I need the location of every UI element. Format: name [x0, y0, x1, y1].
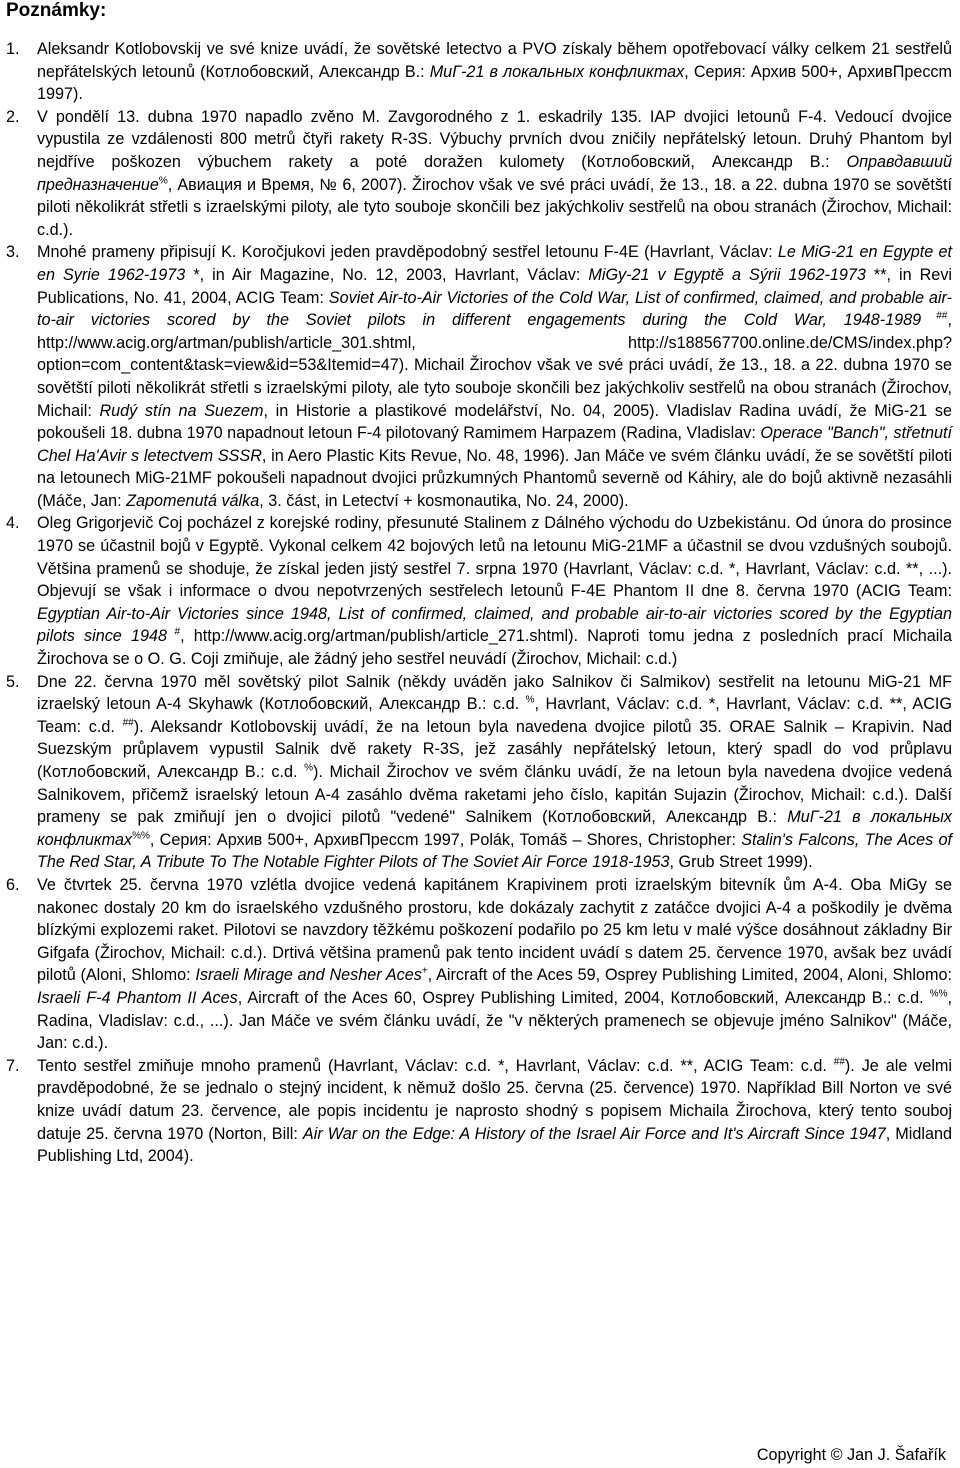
footnote-text [37, 106, 952, 242]
footnote-mark: % [158, 175, 168, 187]
footnote-1 [6, 38, 952, 106]
footnote-run: Tento sestřel zmiňuje mnoho pramenů (Havrlant, Václav: c.d. *, Havrlant, Václav: c.d. **, ACIG Team: c.d. [37, 1056, 834, 1075]
cited-title: MiGy-21 v Egyptě a Sýrii 1962-1973 [588, 265, 866, 284]
footnote-mark: ## [833, 1056, 845, 1068]
footnote-run: *, in Air Magazine, No. 12, 2003, Havrlant, Václav: [185, 265, 589, 284]
footnote-text [37, 671, 952, 874]
footnote-run: Aleksandr Kotlobovskij ve své knize uvádí, že sovětské letectvo a PVO získaly během opotřebovací války celkem 21 sestřelů nepřátelských letounů (Котлобовский, Александр В.: [37, 40, 952, 81]
cited-title: Israeli Mirage and Nesher Aces [195, 966, 422, 985]
footnote-text [37, 241, 952, 512]
footnote-text [37, 874, 952, 1055]
footnote-run: , 3. část, in Letectví + kosmonautika, No. 24, 2000). [259, 491, 629, 510]
footnote-number: 7. [6, 1056, 20, 1075]
footnote-5 [6, 671, 952, 874]
footnote-text [37, 38, 952, 106]
footnote-run: , Авиация и Время, № 6, 2007). Žirochov však ve své práci uvádí, že 13., 18. a 22. dubna 1970 se sovětští piloti několikrát střetli s izraelskými piloty, ale tyto souboje skončili bez jakýchkoliv sestřelů na obou stranách (Žirochov, Michail: c.d.). [37, 175, 952, 239]
footnote-run: , Havrlant, Václav: c.d. *, Havrlant, Václav: c.d. **, ACIG Team: c.d. [37, 695, 952, 736]
footnote-run: , Серия: Архив 500+, АрхивПрессm 1997). [37, 62, 953, 104]
footnote-number: 1. [6, 40, 20, 58]
cited-title: Israeli F-4 Phantom II Aces [37, 988, 238, 1007]
cited-title: Rudý stín na Suezem [99, 401, 264, 420]
footnote-run: , Radina, Vladislav: c.d., ...). Jan Máče ve svém článku uvádí, že "v některých pramenech se objevuje jméno Salnikov" (Máče, Jan: c.d.). [37, 988, 952, 1053]
footnote-mark: # [167, 627, 181, 639]
footnote-run: , Aircraft of the Aces 59, Osprey Publishing Limited, 2004, Aloni, Shlomo: [427, 966, 952, 985]
footnote-run: Mnohé prameny připisují K. Koročjukovi jeden pravděpodobný sestřel letounu F-4E (Havrlant, Václav: [37, 243, 778, 262]
footnote-number: 6. [6, 875, 20, 894]
footnote-number: 4. [6, 514, 20, 533]
cited-title: МиГ-21 в локальных конфликтах [37, 808, 952, 849]
footnote-number: 2. [6, 107, 20, 126]
footnote-run: , Aircraft of the Aces 60, Osprey Publishing Limited, 2004, Котлобовский, Александр В.: c.d. [237, 988, 930, 1007]
cited-title: Le MiG-21 en Egypte et en Syrie 1962-1973 [37, 243, 952, 284]
footnote-3 [6, 241, 952, 512]
footnote-run: Dne 22. června 1970 měl sovětský pilot Salnik (někdy uváděn jako Salnikov či Salmikov) sestřelit na letounu MiG-21 MF izraelský letoun A-4 Skyhawk (Котлобовский, Александр В.: c.d. [37, 672, 952, 714]
copyright-footer: Copyright © Jan J. Šafařík [756, 1446, 946, 1464]
footnote-run: , Серия: Архив 500+, АрхивПрессm 1997, Polák, Tomáš – Shores, Christopher: [149, 830, 742, 849]
footnote-number: 3. [6, 243, 20, 262]
footnote-mark: %% [132, 830, 150, 842]
footnote-mark: % [304, 762, 313, 774]
footnote-run: ). Michail Žirochov ve svém článku uvádí, že na letoun byla navedena dvojice vedená Salnikovem, přičemž israelský letoun A-4 zasáhlo dvěma raketami jeho číslo, kapitán Sujazin (Žirochov, Michail: c.d.). Další prameny se pak zmiňují jen o dvojici pilotů "vedené" Salnikem (Котлобовский, Александр В.: [37, 763, 952, 827]
footnote-run: , Midland Publishing Ltd, 2004). [37, 1124, 952, 1166]
footnote-text [37, 1055, 952, 1168]
footnote-mark: % [525, 694, 535, 706]
footnote-7 [6, 1055, 952, 1168]
footnote-run: ). Aleksandr Kotlobovskij uvádí, že na letoun byla navedena dvojice pilotů 35. ORAE Salnik – Krapivin. Nad Suezským průplavem vypustil Salnik dvě rakety R-3S, jež zasáhly nepřátelský letoun, který spadl do vod průplavu (Котлобовский, Александр В.: c.d. [37, 717, 953, 781]
footnote-run: , in Historie a plastikové modelářství, No. 04, 2005). Vladislav Radina uvádí, že MiG-21 se pokoušeli 18. dubna 1970 napadnout letoun F-4 pilotovaný Ramimem Harpazem (Radina, Vladislav: [37, 401, 952, 443]
cited-title: Zapomenutá válka [126, 491, 260, 510]
footnote-mark: %% [929, 988, 948, 1000]
footnote-run: ). Je ale velmi pravděpodobné, že se jednalo o stejný incident, k němuž došlo 25. června (25. července) 1970. Například Bill Norton ve své knize uvádí datum 23. července, ale popis incidentu je naprosto shodný s popisem Michaila Žirochova, který tento souboj datuje 25. června 1970 (Norton, Bill: [37, 1056, 953, 1143]
footnote-2 [6, 106, 952, 242]
cited-title: Operace "Banch", střetnutí Chel Ha'Avir s letectvem SSSR [37, 424, 952, 465]
footnote-run: Ve čtvrtek 25. června 1970 vzlétla dvojice vedená kapitánem Krapivinem proti izraelským bitevník ům A-4. Oba MiGy se nakonec dostaly 20 km do israelského vzdušného prostoru, kde dokázaly zachytit z zatáčce dvojici A-4 a poškodily je dvěma blízkými explozemi raket. Pilotovi se navzdory těžkému poškození podařilo po 25 km letu v malé výšce dosáhnout základny Bir Gifgafa (Žirochov, Michail: c.d.). Drtivá většina pramenů pak tento incident uvádí s datem 25. července 1970, avšak bez uvádí pilotů (Aloni, Shlomo: [37, 875, 952, 985]
cited-title: Оправдавший предназначение [37, 152, 952, 194]
footnote-mark: ## [921, 310, 948, 322]
footnote-4 [6, 512, 952, 670]
footnote-mark: + [421, 965, 428, 977]
footnote-run: , http://www.acig.org/artman/publish/article_301.shtml, http://s188567700.online.de/CMS/index.php?option=com_content&task=view&id=53&Itemid=47). Michail Žirochov však ve své práci uvádí, že 13., 18. a 22. dubna 1970 se sovětští piloti několikrát střetli s izraelskými piloty, ale tyto souboje skončili bez jakýchkoliv sestřelů na obou stranách (Žirochov, Michail: [37, 311, 952, 420]
footnote-mark: ## [122, 717, 134, 729]
cited-title: Soviet Air-to-Air Victories of the Cold War, List of confirmed, claimed, and probable air-to-air victories scored by the Soviet pilots in different engagements during the Cold War, 1948-1989 [37, 288, 952, 330]
cited-title: Stalin's Falcons, The Aces of The Red Star, A Tribute To The Notable Fighter Pilots of The Soviet Air Force 1918-1953 [37, 830, 952, 872]
footnote-run: , in Aero Plastic Kits Revue, No. 48, 1996). Jan Máče ve svém článku uvádí, že se sovětští piloti na letounech MiG-21MF pokoušeli napadnout dvojici průzkumných Phantomů severně od Káhiry, ale do bojů aktivně nezasáhli (Máče, Jan: [37, 446, 952, 510]
page-heading: Poznámky: [6, 0, 107, 21]
cited-title: Air War on the Edge: A History of the Israel Air Force and It's Aircraft Since 1947 [302, 1124, 886, 1143]
cited-title: МиГ-21 в локальных конфликтах [429, 62, 685, 81]
footnote-run: **, in Revi Publications, No. 41, 2004, ACIG Team: [37, 265, 953, 307]
footnote-run: , Grub Street 1999). [669, 853, 813, 872]
notes-list [6, 38, 952, 1168]
footnote-run: V pondělí 13. dubna 1970 napadlo zvěno M. Zavgorodného z 1. eskadrily 135. IAP dvojici letounů F-4. Vedoucí dvojice vypustila ze vzdálenosti 800 metrů čtyři rakety R-3S. Výbuchy prvních dvou zničily nepřátelský letoun. Druhý Phantom byl nejdříve poškozen výbuchem rakety a poté doražen kulomety (Котлобовский, Александр В.: [37, 107, 952, 171]
footnote-run: , http://www.acig.org/artman/publish/article_271.shtml). Naproti tomu jedna z posledních prací Michaila Žirochova se o O. G. Coji zmiňuje, ale žádný jeho sestřel neuvádí (Žirochov, Michail: c.d.) [37, 627, 953, 669]
footnote-text [37, 512, 952, 670]
footnote-run: Oleg Grigorjevič Coj pocházel z korejské rodiny, přesunuté Stalinem z Dálného východu do Uzbekistánu. Od února do prosince 1970 se účastnil bojů v Egyptě. Vykonal celkem 42 bojových letů na letounu MiG-21MF a účastnil se dvou vzdušných soubojů. Většina pramenů se shoduje, že získal jeden jistý sestřel 7. srpna 1970 (Havrlant, Václav: c.d. *, Havrlant, Václav: c.d. **, ...). Objevují se však i informace o dvou nepotvrzených sestřelech letounů F-4E Phantom II dne 8. června 1970 (ACIG Team: [37, 514, 952, 601]
footnote-number: 5. [6, 672, 20, 691]
cited-title: Egyptian Air-to-Air Victories since 1948, List of confirmed, claimed, and probable air-to-air victories scored by the Egyptian pilots since 1948 [37, 604, 952, 646]
footnote-6 [6, 874, 952, 1055]
